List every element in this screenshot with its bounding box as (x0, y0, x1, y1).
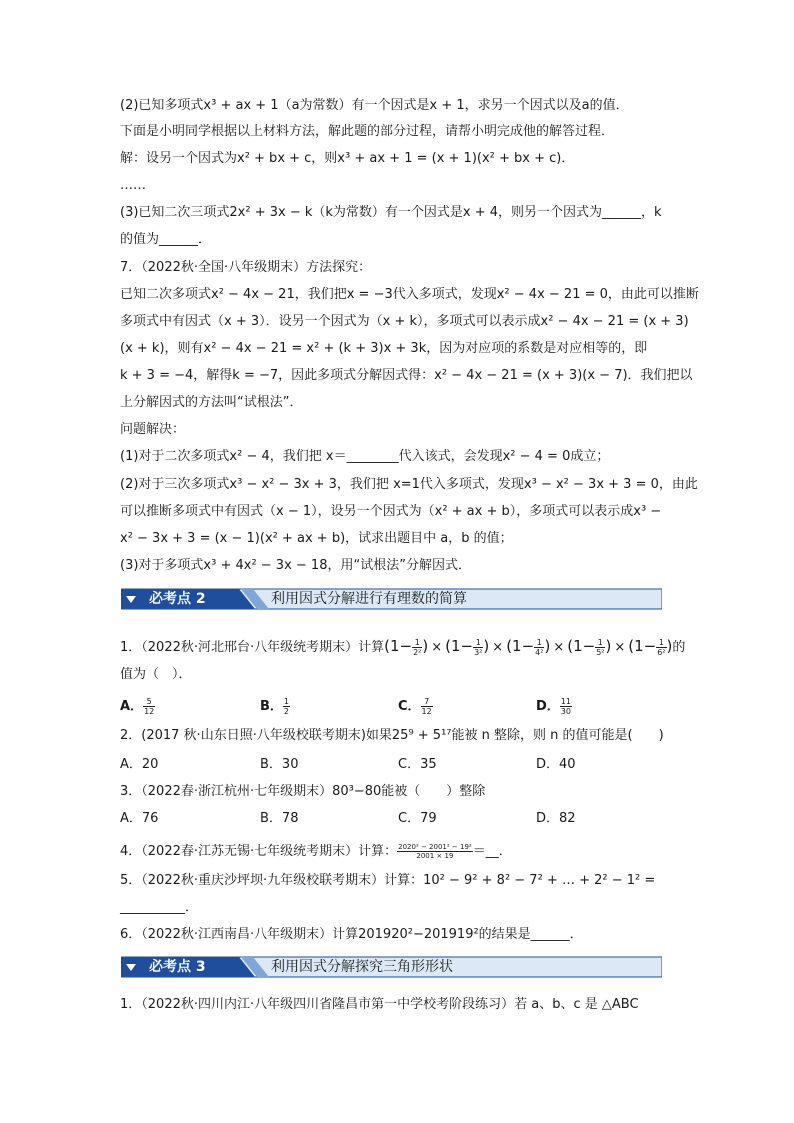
fraction: $\frac{11}{30}$ (560, 697, 571, 716)
text-line: 已知二次多项式x² − 4x − 21，我们把x = −3代入多项式，发现x² − 4x − 21 = 0，由此可以推断 (120, 287, 699, 302)
text-line: 问题解决： (120, 422, 186, 437)
fraction: $\frac{1}{2}$ (283, 697, 290, 716)
factor-term: (1− $\frac{1}{\text{2²}}$ ) (384, 637, 429, 657)
section-badge: 必考点 3 (149, 959, 206, 975)
question-text: 1．（2022秋·河北邢台·八年级统考期末）计算 (120, 640, 385, 655)
factor-term: (1− $\frac{1}{\text{6²}}$ ) (628, 637, 673, 657)
fraction: $\frac{1}{\text{4²}}$ (535, 638, 544, 657)
text-line: (1)对于二次多项式x² − 4，我们把 x＝________代入该式，会发现x² − 4 = 0成立； (120, 449, 610, 464)
fraction: $\frac{1}{\text{5²}}$ (596, 638, 605, 657)
section-header-3 (121, 955, 662, 979)
text-line: 解：设另一个因式为x² + bx + c，则x³ + ax + 1 = (x + 1)(x² + bx + c)． (120, 151, 575, 166)
factor-term: (1− $\frac{1}{\text{4²}}$ ) (506, 637, 551, 657)
question-1-stem (120, 633, 686, 659)
section-title: 利用因式分解进行有理数的简算 (271, 591, 467, 607)
text-line: (2)对于三次多项式x³ − x² − 3x + 3，我们把 x=1代入多项式，发现x³ − x² − 3x + 3 = 0，由此 (120, 477, 698, 492)
question-1-options (120, 697, 680, 717)
factor-term: (1− $\frac{1}{\text{3²}}$ ) (445, 637, 490, 657)
chevron-down-icon[interactable] (121, 589, 141, 609)
question-heading: 7．（2022秋·全国·八年级期末）方法探究： (120, 260, 372, 275)
question-1-stem-cont: 值为（ ）． (120, 667, 192, 682)
text-line: 的值为______． (120, 232, 212, 247)
product-expression (384, 637, 673, 657)
times-sign: × (492, 640, 504, 655)
fraction: $\frac{7}{12}$ (421, 697, 432, 716)
text-line: (2)已知多项式x³ + ax + 1（a为常数）有一个因式是x + 1，求另一个因式以及a的值． (120, 98, 629, 113)
option-a[interactable]: A．76 (120, 811, 159, 826)
option-d[interactable]: D．82 (536, 811, 576, 826)
fraction: $\frac{1}{\text{6²}}$ (657, 638, 666, 657)
factor-term: (1− $\frac{1}{\text{5²}}$ ) (567, 637, 612, 657)
question-3-stem: 3．（2022春·浙江杭州·七年级期末）80³−80能被（ ）整除 (120, 784, 486, 799)
text-line: k + 3 = −4，解得k = −7，因此多项式分解因式得：x² − 4x − 21 = (x + 3)(x − 7)．我们把以 (120, 368, 693, 383)
question-2-stem: 2．(2017 秋·山东日照·八年级校联考期末)如果25⁹ + 5¹⁷能被 n 整除，则 n 的值可能是( ) (120, 728, 664, 743)
question-text: 4．（2022春·江苏无锡·七年级统考期末）计算： (120, 844, 398, 859)
option-b[interactable]: B． $\frac{1}{2}$ (260, 697, 290, 716)
text-line: …… (120, 178, 146, 193)
question-6-stem: 6．（2022秋·江西南昌·八年级期末）计算201920²−201919²的结果是______． (120, 927, 583, 942)
text-line: 下面是小明同学根据以上材料方法，解此题的部分过程，请帮小明完成他的解答过程． (120, 124, 615, 139)
text-line: (3)已知二次三项式2x² + 3x − k（k为常数）有一个因式是x + 4，则另一个因式为______，k (120, 205, 662, 220)
times-sign: × (431, 640, 443, 655)
text-line: (3)对于多项式x³ + 4x² − 3x − 18，用“试根法”分解因式． (120, 558, 471, 573)
chevron-down-icon[interactable] (121, 957, 141, 977)
times-sign: × (614, 640, 626, 655)
question-7-stem: 1．（2022秋·四川内江·八年级四川省隆昌市第一中学校考阶段练习）若 a、b、c 是 △ABC (120, 997, 639, 1012)
question-3-options (120, 810, 680, 830)
option-d[interactable]: D．40 (536, 757, 576, 772)
answer-blank: __________． (120, 900, 199, 915)
text-line: 多项式中有因式（x + 3）．设另一个因式为（x + k），多项式可以表示成x² − 4x − 21 = (x + 3) (120, 314, 689, 329)
question-5-stem: 5．（2022秋·重庆沙坪坝·九年级校联考期末）计算：10² − 9² + 8² − 7² + … + 2² − 1² = (120, 873, 656, 888)
text-line: (x + k)，则有x² − 4x − 21 = x² + (k + 3)x + 3k，因为对应项的系数是对应相等的，即 (120, 341, 648, 356)
question-4-stem (120, 840, 680, 864)
question-text: 的 (672, 640, 686, 655)
option-b[interactable]: B．30 (260, 757, 299, 772)
option-c[interactable]: C． $\frac{7}{12}$ (398, 697, 432, 716)
question-2-options (120, 756, 680, 776)
section-badge: 必考点 2 (149, 591, 206, 607)
fraction: $\frac{1}{\text{3²}}$ (474, 638, 483, 657)
times-sign: × (553, 640, 565, 655)
section-title: 利用因式分解探究三角形形状 (271, 959, 453, 975)
option-c[interactable]: C．35 (398, 757, 437, 772)
answer-blank: ＝__． (472, 844, 512, 859)
fraction: $\frac{1}{\text{2²}}$ (413, 638, 422, 657)
option-a[interactable]: A． $\frac{5}{12}$ (120, 697, 155, 716)
option-b[interactable]: B．78 (260, 811, 299, 826)
fraction: $\frac{\text{2020² − 2001² − 19²}}{2001 \times 19}$ (398, 843, 472, 860)
section-header-2 (121, 587, 662, 611)
fraction: $\frac{5}{12}$ (144, 697, 155, 716)
text-line: 上分解因式的方法叫“试根法”． (120, 395, 303, 410)
option-a[interactable]: A．20 (120, 757, 159, 772)
option-c[interactable]: C．79 (398, 811, 437, 826)
text-line: x² − 3x + 3 = (x − 1)(x² + ax + b)，试求出题目中 a，b 的值； (120, 531, 513, 546)
text-line: 可以推断多项式中有因式（x − 1），设另一个因式为（x² + ax + b），多项式可以表示成x³ − (120, 504, 662, 519)
option-d[interactable]: D． $\frac{11}{30}$ (536, 697, 571, 716)
